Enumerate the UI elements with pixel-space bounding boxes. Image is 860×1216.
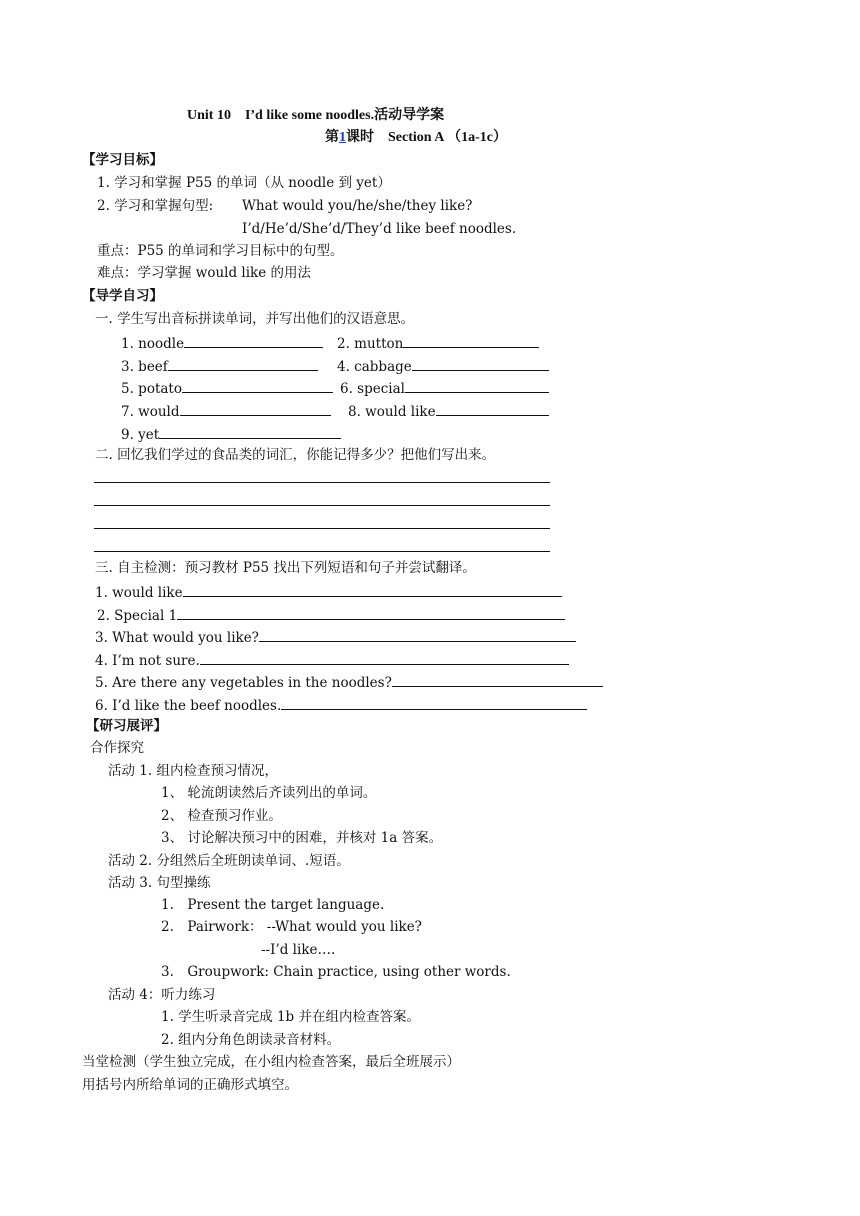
activity-1-item: 3、 讨论解决预习中的困难，并核对 1a 答案。 <box>161 830 443 846</box>
writing-line[interactable] <box>94 528 550 529</box>
word-item: 4. cabbage <box>337 356 549 376</box>
lesson-number-link[interactable]: 1 <box>339 130 346 145</box>
word-item: 7. would <box>121 401 331 421</box>
answer-blank[interactable] <box>412 356 549 371</box>
translation-blank[interactable] <box>177 605 565 620</box>
answer-blank[interactable] <box>180 401 331 416</box>
goal-item-2-label: 2. 学习和掌握句型: <box>97 198 214 214</box>
research-heading: 【研习展评】 <box>86 718 167 734</box>
part1-instruction: 一. 学生写出音标拼读单词，并写出他们的汉语意思。 <box>95 311 415 327</box>
goals-heading: 【学习目标】 <box>82 152 163 168</box>
word-item: 6. special <box>340 378 549 398</box>
answer-blank[interactable] <box>182 378 333 393</box>
word-item: 3. beef <box>121 356 318 376</box>
writing-line[interactable] <box>94 482 550 483</box>
answer-blank[interactable] <box>184 333 323 348</box>
phrase-item: 3. What would you like? <box>95 627 576 647</box>
word-item: 2. mutton <box>337 333 539 353</box>
in-class-check: 当堂检测（学生独立完成，在小组内检查答案，最后全班展示） <box>82 1054 460 1070</box>
word-item: 5. potato <box>121 378 333 398</box>
translation-blank[interactable] <box>200 650 569 665</box>
phrase-item: 2. Special 1 <box>97 605 565 625</box>
word-item: 8. would like <box>348 401 549 421</box>
part3-instruction: 三. 自主检测：预习教材 P55 找出下列短语和句子并尝试翻译。 <box>95 560 476 576</box>
activity-1-item: 1、 轮流朗读然后齐读列出的单词。 <box>161 785 377 801</box>
lesson-prefix: 第 <box>325 130 339 145</box>
phrase-item: 1. would like <box>95 582 562 602</box>
document-title: Unit 10 I’d like some noodles.活动导学案 <box>187 108 445 123</box>
goal-item-2-question: What would you/he/she/they like? <box>242 198 473 214</box>
lesson-suffix: 课时 Section A （1a-1c） <box>346 130 507 145</box>
activity-4-item: 2. 组内分角色朗读录音材料。 <box>161 1032 341 1048</box>
translation-blank[interactable] <box>259 627 576 642</box>
fill-in-instruction: 用括号内所给单词的正确形式填空。 <box>82 1077 298 1093</box>
lesson-subtitle <box>325 129 507 147</box>
difficult-points: 难点：学习掌握 would like 的用法 <box>97 265 312 281</box>
activity-4: 活动 4：听力练习 <box>108 987 216 1003</box>
goal-item-2-answer: I’d/He’d/She’d/They’d like beef noodles. <box>242 221 517 237</box>
writing-line[interactable] <box>94 505 550 506</box>
key-points: 重点：P55 的单词和学习目标中的句型。 <box>97 243 344 259</box>
activity-2: 活动 2. 分组然后全班朗读单词、.短语。 <box>108 853 350 869</box>
translation-blank[interactable] <box>183 582 562 597</box>
phrase-item: 6. I’d like the beef noodles. <box>95 695 587 715</box>
activity-1-item: 2、 检查预习作业。 <box>161 808 282 824</box>
word-item: 1. noodle <box>121 333 323 353</box>
activity-1: 活动 1. 组内检查预习情况， <box>108 763 278 779</box>
answer-blank[interactable] <box>168 356 318 371</box>
answer-blank[interactable] <box>436 401 549 416</box>
translation-blank[interactable] <box>392 672 603 687</box>
answer-blank[interactable] <box>405 378 549 393</box>
activity-3-item: 2. Pairwork： --What would you like? <box>161 919 422 935</box>
phrase-item: 4. I’m not sure. <box>95 650 569 670</box>
cooperation-label: 合作探究 <box>90 740 144 756</box>
answer-blank[interactable] <box>403 333 539 348</box>
activity-3-item: 3. Groupwork: Chain practice, using other words. <box>161 964 511 980</box>
phrase-item: 5. Are there any vegetables in the noodles? <box>95 672 603 692</box>
activity-3: 活动 3. 句型操练 <box>108 875 211 891</box>
self-study-heading: 【导学自习】 <box>82 288 163 304</box>
writing-line[interactable] <box>94 551 550 552</box>
part2-instruction: 二. 回忆我们学过的食品类的词汇，你能记得多少？把他们写出来。 <box>95 447 496 463</box>
word-item: 9. yet <box>121 424 341 444</box>
activity-4-item: 1. 学生听录音完成 1b 并在组内检查答案。 <box>161 1009 420 1025</box>
activity-3-item: 1. Present the target language. <box>161 897 385 913</box>
translation-blank[interactable] <box>281 695 587 710</box>
goal-item-1: 1. 学习和掌握 P55 的单词（从 noodle 到 yet） <box>97 175 391 191</box>
activity-3-item-answer: --I’d like…. <box>261 942 336 958</box>
answer-blank[interactable] <box>159 424 341 439</box>
